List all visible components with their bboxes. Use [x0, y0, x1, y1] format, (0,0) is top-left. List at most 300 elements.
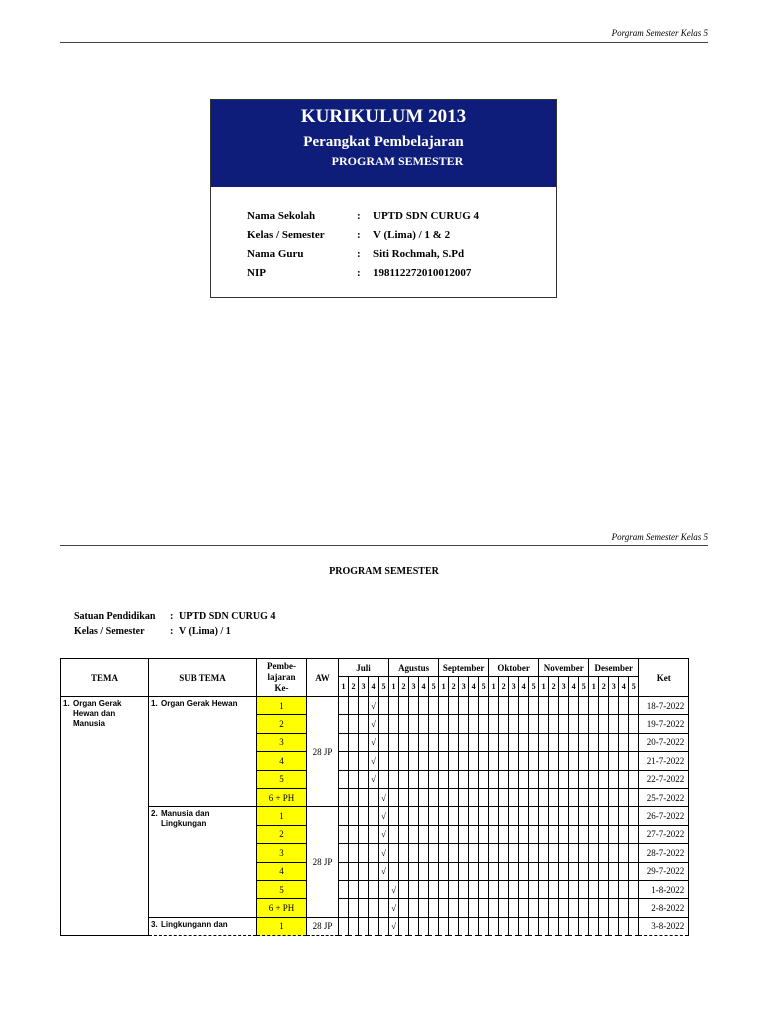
- week-cell: [599, 844, 609, 862]
- week-cell: [499, 899, 509, 917]
- week-cell: [529, 917, 539, 935]
- week-cell: [519, 788, 529, 806]
- week-cell: [619, 733, 629, 751]
- week-cell: [599, 752, 609, 770]
- aw-cell: 28 JP: [307, 917, 339, 935]
- doc-title: PROGRAM SEMESTER: [329, 566, 439, 577]
- week-cell: [559, 880, 569, 898]
- week-cell: [499, 715, 509, 733]
- info-value: V (Lima) / 1 & 2: [373, 229, 451, 241]
- week-cell: [579, 917, 589, 935]
- week-cell: [579, 825, 589, 843]
- pembelajaran-cell: 6 + PH: [257, 899, 307, 917]
- table-row: [61, 917, 689, 935]
- week-cell: [359, 715, 369, 733]
- week-cell: [399, 807, 409, 825]
- week-cell: [629, 844, 639, 862]
- week-cell: [409, 807, 419, 825]
- week-cell: [619, 770, 629, 788]
- week-cell: [549, 752, 559, 770]
- week-cell: [399, 733, 409, 751]
- week-cell: [619, 825, 629, 843]
- week-cell: [389, 844, 399, 862]
- week-cell: [459, 880, 469, 898]
- week-cell: [459, 862, 469, 880]
- week-cell: [359, 917, 369, 935]
- week-cell: [499, 752, 509, 770]
- week-header: 4: [369, 677, 379, 697]
- info-row-teacher: [247, 245, 556, 264]
- week-cell: [419, 825, 429, 843]
- week-cell: [419, 752, 429, 770]
- week-cell: [389, 733, 399, 751]
- week-cell: [409, 788, 419, 806]
- week-cell: [489, 844, 499, 862]
- week-cell: [439, 715, 449, 733]
- week-cell: [559, 788, 569, 806]
- week-cell: [419, 899, 429, 917]
- check-mark-icon: √: [381, 847, 386, 858]
- week-cell: [439, 917, 449, 935]
- pembelajaran-cell: 5: [257, 770, 307, 788]
- week-header: 1: [489, 677, 499, 697]
- week-cell: [389, 862, 399, 880]
- week-cell: [429, 862, 439, 880]
- week-cell: [359, 862, 369, 880]
- week-cell: [559, 844, 569, 862]
- week-cell: [439, 825, 449, 843]
- week-header: 4: [569, 677, 579, 697]
- week-cell: [559, 715, 569, 733]
- week-cell: [479, 899, 489, 917]
- week-cell: [449, 715, 459, 733]
- week-cell: [559, 917, 569, 935]
- col-pembelajaran: [257, 659, 307, 697]
- subtema-name: Organ Gerak Hewan: [161, 699, 238, 708]
- week-cell: [429, 825, 439, 843]
- info-colon: :: [357, 267, 361, 279]
- week-cell: [579, 862, 589, 880]
- week-cell: [459, 770, 469, 788]
- week-cell: [479, 880, 489, 898]
- week-cell: [499, 697, 509, 715]
- week-cell: [349, 752, 359, 770]
- week-cell: [549, 807, 559, 825]
- week-cell: [629, 752, 639, 770]
- week-cell: [609, 825, 619, 843]
- week-cell: [499, 807, 509, 825]
- col-pembelajaran-label: Pembe- lajaran Ke-: [267, 661, 296, 693]
- week-cell: [589, 697, 599, 715]
- week-cell: [469, 752, 479, 770]
- week-cell: [589, 807, 599, 825]
- month-september: September: [439, 659, 489, 677]
- week-cell: [469, 715, 479, 733]
- week-cell: [359, 697, 369, 715]
- week-cell: [569, 770, 579, 788]
- week-cell: [429, 807, 439, 825]
- header-rule-2: [60, 545, 708, 546]
- week-cell: [629, 917, 639, 935]
- col-subtema: SUB TEMA: [149, 659, 257, 697]
- week-cell: [339, 899, 349, 917]
- week-header: 1: [539, 677, 549, 697]
- col-aw: AW: [307, 659, 339, 697]
- week-cell: [549, 862, 559, 880]
- week-cell: [399, 715, 409, 733]
- week-cell: [369, 770, 379, 788]
- week-cell: [489, 733, 499, 751]
- pembelajaran-cell: 6 + PH: [257, 788, 307, 806]
- week-cell: [439, 807, 449, 825]
- week-cell: [339, 917, 349, 935]
- week-cell: [389, 715, 399, 733]
- week-cell: [429, 715, 439, 733]
- info-value: Siti Rochmah, S.Pd: [373, 248, 465, 260]
- week-cell: [479, 917, 489, 935]
- page-header-text: Porgram Semester Kelas 5: [611, 28, 708, 38]
- week-cell: [489, 899, 499, 917]
- week-cell: [349, 880, 359, 898]
- week-cell: [349, 825, 359, 843]
- week-cell: [629, 788, 639, 806]
- week-cell: [629, 862, 639, 880]
- subtema-cell: [149, 917, 257, 935]
- week-header: 3: [409, 677, 419, 697]
- week-cell: [579, 770, 589, 788]
- week-cell: [449, 807, 459, 825]
- week-cell: [429, 697, 439, 715]
- week-cell: [559, 807, 569, 825]
- table-header-row: [61, 659, 689, 677]
- week-cell: [499, 880, 509, 898]
- week-header: 1: [589, 677, 599, 697]
- week-cell: [449, 880, 459, 898]
- week-cell: [579, 807, 589, 825]
- week-cell: [469, 770, 479, 788]
- cover-subtitle-program: PROGRAM SEMESTER: [331, 154, 464, 168]
- week-cell: [419, 917, 429, 935]
- week-cell: [569, 899, 579, 917]
- meta-value: V (Lima) / 1: [179, 626, 231, 637]
- week-cell: [369, 880, 379, 898]
- week-cell: [589, 770, 599, 788]
- week-cell: [339, 825, 349, 843]
- pembelajaran-cell: 4: [257, 862, 307, 880]
- week-cell: [619, 880, 629, 898]
- week-cell: [579, 715, 589, 733]
- week-cell: [609, 733, 619, 751]
- month-juli: Juli: [339, 659, 389, 677]
- week-cell: [579, 844, 589, 862]
- week-cell: [539, 899, 549, 917]
- ket-cell: 25-7-2022: [639, 788, 689, 806]
- week-cell: [619, 788, 629, 806]
- week-cell: [569, 715, 579, 733]
- week-cell: [369, 917, 379, 935]
- week-cell: [419, 770, 429, 788]
- week-cell: [539, 697, 549, 715]
- week-cell: [619, 844, 629, 862]
- week-header: 5: [529, 677, 539, 697]
- check-mark-icon: √: [371, 774, 376, 785]
- week-cell: [479, 807, 489, 825]
- week-cell: [479, 844, 489, 862]
- week-cell: [479, 752, 489, 770]
- week-cell: [389, 807, 399, 825]
- week-cell: [569, 917, 579, 935]
- ket-cell: 19-7-2022: [639, 715, 689, 733]
- week-cell: [629, 697, 639, 715]
- week-cell: [459, 825, 469, 843]
- week-header: 1: [439, 677, 449, 697]
- week-cell: [599, 697, 609, 715]
- week-cell: [349, 807, 359, 825]
- week-cell: [389, 752, 399, 770]
- aw-cell: 28 JP: [307, 807, 339, 917]
- week-cell: [339, 807, 349, 825]
- week-cell: [609, 899, 619, 917]
- week-cell: [459, 715, 469, 733]
- week-cell: [519, 862, 529, 880]
- week-cell: [409, 715, 419, 733]
- week-cell: [539, 844, 549, 862]
- week-cell: [409, 752, 419, 770]
- week-cell: [369, 788, 379, 806]
- table-row: [61, 807, 689, 825]
- check-mark-icon: √: [381, 792, 386, 803]
- week-cell: [429, 752, 439, 770]
- week-cell: [609, 788, 619, 806]
- week-cell: [389, 917, 399, 935]
- week-cell: [469, 788, 479, 806]
- meta-value: UPTD SDN CURUG 4: [179, 611, 276, 622]
- month-agustus: Agustus: [389, 659, 439, 677]
- week-cell: [519, 752, 529, 770]
- check-mark-icon: √: [371, 755, 376, 766]
- week-cell: [409, 825, 419, 843]
- week-cell: [359, 807, 369, 825]
- week-cell: [449, 862, 459, 880]
- week-cell: [449, 825, 459, 843]
- week-cell: [609, 862, 619, 880]
- week-cell: [339, 697, 349, 715]
- week-cell: [489, 917, 499, 935]
- week-cell: [579, 880, 589, 898]
- pembelajaran-cell: 4: [257, 752, 307, 770]
- week-cell: [569, 807, 579, 825]
- week-cell: [389, 825, 399, 843]
- week-cell: [419, 880, 429, 898]
- week-header: 4: [519, 677, 529, 697]
- week-cell: [429, 844, 439, 862]
- week-cell: [509, 807, 519, 825]
- week-header: 3: [359, 677, 369, 697]
- info-row-class: [247, 226, 556, 245]
- week-cell: [539, 825, 549, 843]
- week-cell: [439, 844, 449, 862]
- week-cell: [399, 844, 409, 862]
- tema-name: Organ Gerak Hewan dan Manusia: [73, 699, 122, 728]
- week-cell: [609, 715, 619, 733]
- week-cell: [539, 733, 549, 751]
- week-cell: [629, 770, 639, 788]
- week-cell: [459, 788, 469, 806]
- week-cell: [509, 770, 519, 788]
- week-cell: [619, 752, 629, 770]
- week-cell: [519, 825, 529, 843]
- week-cell: [479, 715, 489, 733]
- week-header: 2: [449, 677, 459, 697]
- ket-cell: 28-7-2022: [639, 844, 689, 862]
- week-cell: [609, 917, 619, 935]
- week-cell: [529, 788, 539, 806]
- week-cell: [539, 770, 549, 788]
- week-header: 2: [399, 677, 409, 697]
- week-header: 3: [459, 677, 469, 697]
- week-cell: [389, 770, 399, 788]
- aw-cell: 28 JP: [307, 697, 339, 807]
- week-cell: [349, 899, 359, 917]
- week-cell: [409, 880, 419, 898]
- info-value: UPTD SDN CURUG 4: [373, 210, 480, 222]
- meta-colon: :: [170, 626, 174, 637]
- cover-box: [210, 99, 557, 298]
- week-cell: [479, 862, 489, 880]
- week-cell: [489, 825, 499, 843]
- week-cell: [549, 899, 559, 917]
- week-cell: [529, 733, 539, 751]
- week-cell: [619, 899, 629, 917]
- week-cell: [469, 862, 479, 880]
- header-rule: [60, 42, 708, 43]
- week-cell: [349, 788, 359, 806]
- week-cell: [569, 844, 579, 862]
- week-cell: [389, 899, 399, 917]
- week-cell: [339, 715, 349, 733]
- week-cell: [439, 752, 449, 770]
- week-header: 4: [469, 677, 479, 697]
- week-cell: [539, 715, 549, 733]
- week-cell: [629, 807, 639, 825]
- week-cell: [549, 697, 559, 715]
- week-cell: [379, 899, 389, 917]
- week-cell: [349, 844, 359, 862]
- info-label: Kelas / Semester: [247, 229, 325, 241]
- week-header: 3: [609, 677, 619, 697]
- week-cell: [369, 862, 379, 880]
- week-cell: [559, 899, 569, 917]
- week-cell: [529, 880, 539, 898]
- col-ket: Ket: [639, 659, 689, 697]
- info-colon: :: [357, 248, 361, 260]
- ket-cell: 26-7-2022: [639, 807, 689, 825]
- check-mark-icon: √: [391, 921, 397, 932]
- tema-item: [63, 699, 146, 729]
- week-cell: [549, 844, 559, 862]
- info-row-school: [247, 207, 556, 226]
- week-header: 3: [559, 677, 569, 697]
- week-cell: [529, 770, 539, 788]
- week-cell: [399, 752, 409, 770]
- week-cell: [359, 733, 369, 751]
- cover-banner: [211, 100, 556, 187]
- week-cell: [499, 917, 509, 935]
- week-cell: [359, 770, 369, 788]
- week-cell: [629, 715, 639, 733]
- week-cell: [519, 733, 529, 751]
- week-cell: [369, 715, 379, 733]
- week-cell: [349, 917, 359, 935]
- pembelajaran-cell: 1: [257, 697, 307, 715]
- week-cell: [619, 807, 629, 825]
- week-cell: [499, 788, 509, 806]
- week-cell: [359, 752, 369, 770]
- week-cell: [499, 770, 509, 788]
- week-cell: [439, 697, 449, 715]
- week-cell: [549, 917, 559, 935]
- week-cell: [369, 899, 379, 917]
- week-cell: [409, 697, 419, 715]
- cover-info: [211, 187, 556, 283]
- week-cell: [529, 715, 539, 733]
- week-cell: [599, 880, 609, 898]
- week-cell: [379, 825, 389, 843]
- week-cell: [349, 733, 359, 751]
- week-cell: [459, 899, 469, 917]
- week-cell: [369, 733, 379, 751]
- week-header: 1: [339, 677, 349, 697]
- week-cell: [589, 715, 599, 733]
- week-cell: [469, 880, 479, 898]
- week-header: 4: [619, 677, 629, 697]
- ket-cell: 3-8-2022: [639, 917, 689, 935]
- week-cell: [539, 917, 549, 935]
- week-cell: [349, 715, 359, 733]
- week-cell: [559, 733, 569, 751]
- cover-title: KURIKULUM 2013: [300, 106, 467, 127]
- week-cell: [469, 807, 479, 825]
- week-cell: [339, 844, 349, 862]
- week-cell: [359, 880, 369, 898]
- pembelajaran-cell: 5: [257, 880, 307, 898]
- week-cell: [379, 844, 389, 862]
- week-cell: [339, 880, 349, 898]
- week-cell: [559, 825, 569, 843]
- week-cell: [559, 770, 569, 788]
- week-cell: [439, 770, 449, 788]
- week-cell: [509, 880, 519, 898]
- subtema-num: 2.: [151, 809, 158, 819]
- week-cell: [429, 899, 439, 917]
- week-cell: [379, 917, 389, 935]
- week-cell: [629, 880, 639, 898]
- week-cell: [609, 752, 619, 770]
- week-cell: [489, 697, 499, 715]
- week-cell: [369, 697, 379, 715]
- week-cell: [549, 880, 559, 898]
- week-cell: [339, 733, 349, 751]
- week-cell: [419, 788, 429, 806]
- check-mark-icon: √: [391, 884, 397, 895]
- week-cell: [609, 770, 619, 788]
- info-row-nip: [247, 264, 556, 283]
- check-mark-icon: √: [381, 811, 386, 822]
- week-cell: [479, 697, 489, 715]
- week-cell: [399, 697, 409, 715]
- week-cell: [519, 917, 529, 935]
- pembelajaran-cell: 1: [257, 807, 307, 825]
